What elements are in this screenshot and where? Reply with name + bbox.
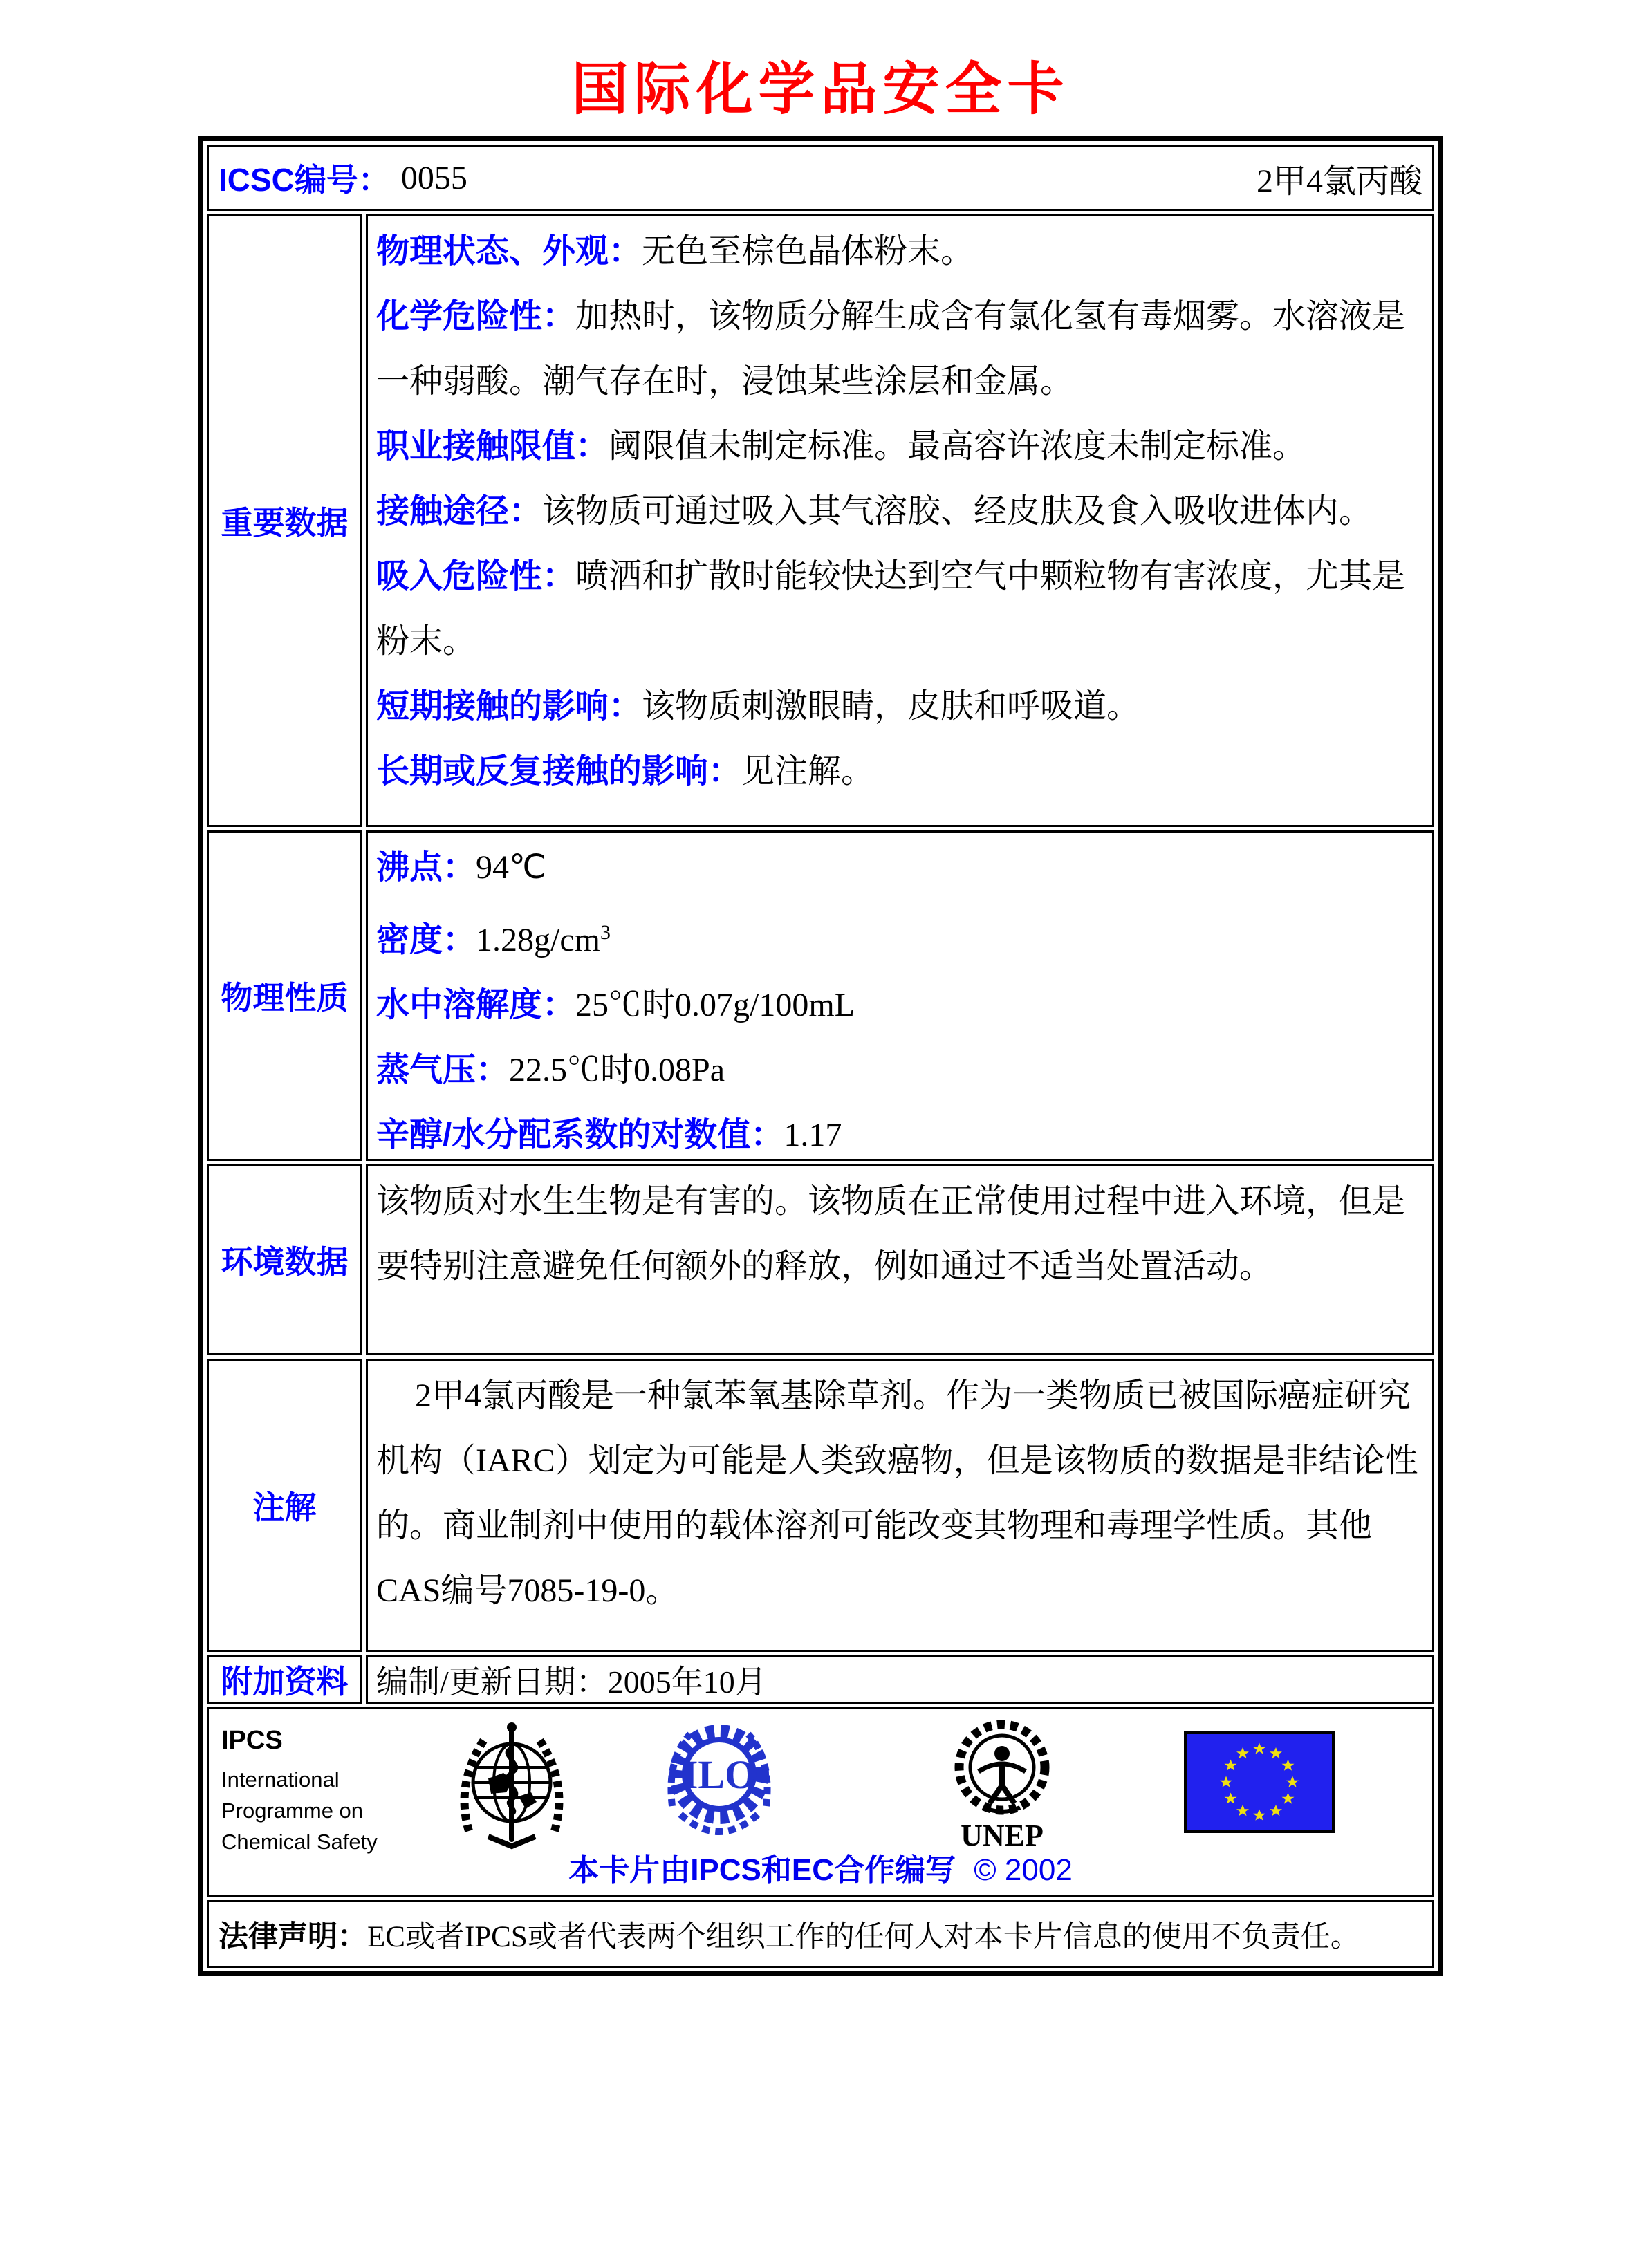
physical-item: 蒸气压：22.5℃时0.08Pa	[376, 1052, 725, 1088]
section-content-physical-properties	[366, 830, 1434, 1161]
eu-flag-icon	[1184, 1731, 1335, 1833]
icsc-number-value: 0055	[400, 159, 467, 196]
cooperation-caption	[209, 1845, 1432, 1889]
section-label-important-data: 重要数据	[207, 214, 362, 827]
unep-emblem-icon	[952, 1718, 1052, 1820]
important-item: 物理状态、外观：无色至棕色晶体粉末。	[376, 233, 974, 270]
ipcs-acronym: IPCS	[221, 1726, 283, 1755]
section-content-environment-data	[366, 1164, 1434, 1355]
icsc-document-page	[0, 44, 1641, 2268]
unep-wordmark: UNEP	[961, 1819, 1044, 1852]
ilo-emblem-icon	[660, 1718, 779, 1850]
physical-item: 沸点：94℃	[376, 849, 546, 886]
important-item: 化学危险性：加热时，该物质分解生成含有氯化氢有毒烟雾。水溶液是一种弱酸。潮气存在时，浸蚀某些涂层和金属。	[376, 298, 1406, 400]
icsc-card-table	[198, 136, 1443, 1976]
chemical-name: 2甲4氯丙酸	[1256, 162, 1422, 200]
header-row	[207, 145, 1434, 211]
logos-row	[207, 1707, 1434, 1897]
copyright-text: © 2002	[974, 1853, 1073, 1887]
legal-notice-text: EC或者IPCS或者代表两个组织工作的任何人对本卡片信息的使用不负责任。	[367, 1920, 1360, 1953]
environment-text: 该物质对水生生物是有害的。该物质在正常使用过程中进入环境，但是要特别注意避免任何额外的释放，例如通过不适当处置活动。	[376, 1183, 1406, 1285]
physical-item: 密度：$1.28g/cm^3$	[376, 921, 611, 958]
section-content-additional-info	[366, 1655, 1434, 1704]
section-label-environment-data: 环境数据	[207, 1164, 362, 1355]
legal-notice-row	[207, 1900, 1434, 1968]
section-content-important-data	[366, 214, 1434, 827]
unep-emblem	[950, 1718, 1054, 1851]
section-label-physical-properties: 物理性质	[207, 830, 362, 1161]
page-title: 国际化学品安全卡	[571, 58, 1070, 121]
important-item: 吸入危险性：喷洒和扩散时能较快达到空气中颗粒物有害浓度，尤其是粉末。	[376, 558, 1406, 660]
section-label-additional-info: 附加资料	[207, 1655, 362, 1704]
important-item: 接触途径：该物质可通过吸入其气溶胶、经皮肤及食入吸收进体内。	[376, 493, 1373, 530]
update-date-value: 2005年10月	[607, 1664, 767, 1700]
section-label-notes: 注解	[207, 1359, 362, 1652]
important-item: 职业接触限值：阈限值未制定标准。最高容许浓度未制定标准。	[376, 428, 1306, 465]
physical-item: 水中溶解度：25℃时0.07g/100mL	[376, 987, 855, 1023]
svg-text:ILO: ILO	[682, 1752, 757, 1797]
icsc-number-label: ICSC编号：	[219, 162, 390, 198]
important-item: 短期接触的影响：该物质刺激眼睛，皮肤和呼吸道。	[376, 688, 1140, 725]
important-item: 长期或反复接触的影响：见注解。	[376, 753, 875, 790]
update-date-label: 编制/更新日期：	[376, 1664, 608, 1700]
ipcs-text-block: IPCS International Programme on Chemical Safety	[221, 1726, 378, 1854]
physical-item: 辛醇/水分配系数的对数值：1.17	[376, 1117, 842, 1153]
legal-notice-label: 法律声明：	[219, 1920, 367, 1953]
section-content-notes	[366, 1359, 1434, 1652]
caption-text: 本卡片由IPCS和EC合作编写	[568, 1853, 956, 1887]
who-emblem-icon	[452, 1715, 571, 1856]
density-superscript: 3	[600, 921, 611, 944]
notes-text: 2甲4氯丙酸是一种氯苯氧基除草剂。作为一类物质已被国际癌症研究机构（IARC）划定为可能是人类致癌物，但是该物质的数据是非结论性的。商业制剂中使用的载体溶剂可能改变其物理和毒理学性质。其他CAS编号7085-19-0。	[376, 1377, 1418, 1609]
